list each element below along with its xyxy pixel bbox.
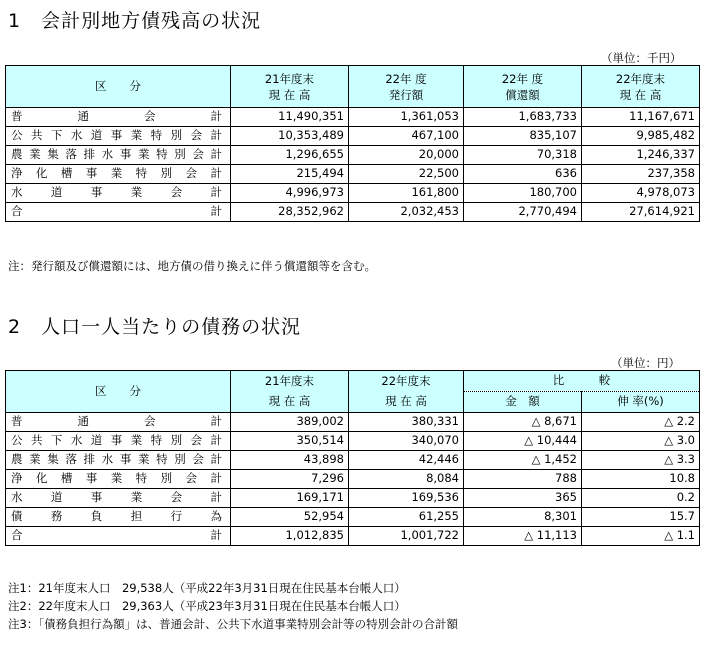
cell-value: 169,536 <box>349 489 464 508</box>
row-label: 債務負担行為 <box>6 508 231 527</box>
header-amount: 金 額 <box>464 392 582 413</box>
cell-value: 22,500 <box>349 165 464 184</box>
cell-value: 1,361,053 <box>349 108 464 127</box>
cell-value: 8,084 <box>349 470 464 489</box>
cell-value: 2,032,453 <box>349 203 464 222</box>
row-label: 公共下水道事業特別会計 <box>6 432 231 451</box>
cell-value: 350,514 <box>231 432 349 451</box>
cell-value: 1,001,722 <box>349 527 464 546</box>
header-comparison: 比 較 <box>464 371 700 392</box>
cell-value: 52,954 <box>231 508 349 527</box>
cell-value: 788 <box>464 470 582 489</box>
cell-value: 1,683,733 <box>464 108 582 127</box>
section2-title: 2 人口一人当たりの債務の状況 <box>8 316 302 338</box>
cell-value: △ 3.0 <box>582 432 700 451</box>
cell-value: 1,012,835 <box>231 527 349 546</box>
header-fy21-balance-line1: 21年度末 <box>231 371 349 392</box>
cell-value: 10.8 <box>582 470 700 489</box>
cell-value: △ 1.1 <box>582 527 700 546</box>
section1-title: 1 会計別地方債残高の状況 <box>8 10 262 32</box>
per-capita-debt-table <box>5 370 700 546</box>
section2-note-2: 注2：22年度末人口 29,363人（平成23年3月31日現在住民基本台帳人口） <box>8 599 406 613</box>
cell-value: 2,770,494 <box>464 203 582 222</box>
header-fy21-balance-line2: 現 在 高 <box>231 392 349 413</box>
header-fy22-balance: 22年度末 現 在 高 <box>582 66 700 108</box>
row-label: 農業集落排水事業特別会計 <box>6 146 231 165</box>
row-label: 農業集落排水事業特別会計 <box>6 451 231 470</box>
cell-value: 180,700 <box>464 184 582 203</box>
header-growth-rate: 伸 率(%) <box>582 392 700 413</box>
cell-value: 28,352,962 <box>231 203 349 222</box>
cell-value: 7,296 <box>231 470 349 489</box>
row-label: 浄化槽事業特別会計 <box>6 470 231 489</box>
section2-note-1: 注1：21年度末人口 29,538人（平成22年3月31日現在住民基本台帳人口） <box>8 581 406 595</box>
table-row <box>6 165 700 184</box>
header-category: 区 分 <box>6 371 231 413</box>
table-row-total <box>6 527 700 546</box>
cell-value: 636 <box>464 165 582 184</box>
cell-value: 11,490,351 <box>231 108 349 127</box>
cell-value: 0.2 <box>582 489 700 508</box>
section1-unit: （単位：千円） <box>601 51 682 65</box>
cell-value: △ 11,113 <box>464 527 582 546</box>
cell-value: △ 8,671 <box>464 413 582 432</box>
cell-value: 70,318 <box>464 146 582 165</box>
cell-value: 42,446 <box>349 451 464 470</box>
cell-value: 340,070 <box>349 432 464 451</box>
cell-value: 1,246,337 <box>582 146 700 165</box>
cell-value: △ 3.3 <box>582 451 700 470</box>
row-label: 合計 <box>6 527 231 546</box>
cell-value: △ 2.2 <box>582 413 700 432</box>
cell-value: 237,358 <box>582 165 700 184</box>
row-label: 浄化槽事業特別会計 <box>6 165 231 184</box>
row-label: 普通会計 <box>6 108 231 127</box>
table-row <box>6 451 700 470</box>
table-row <box>6 432 700 451</box>
section2-note-3: 注3：「債務負担行為額」は、普通会計、公共下水道事業特別会計等の特別会計の合計額 <box>8 617 459 631</box>
cell-value: 4,978,073 <box>582 184 700 203</box>
section2-unit: （単位：円） <box>611 356 680 370</box>
table-row-total <box>6 203 700 222</box>
cell-value: 215,494 <box>231 165 349 184</box>
cell-value: 467,100 <box>349 127 464 146</box>
cell-value: 161,800 <box>349 184 464 203</box>
row-label: 公共下水道事業特別会計 <box>6 127 231 146</box>
cell-value: 169,171 <box>231 489 349 508</box>
cell-value: 61,255 <box>349 508 464 527</box>
table-row <box>6 146 700 165</box>
table-row <box>6 489 700 508</box>
header-fy21-balance: 21年度末 現 在 高 <box>231 66 349 108</box>
header-fy22-redeemed: 22年 度 償還額 <box>464 66 582 108</box>
table-row <box>6 184 700 203</box>
cell-value: 1,296,655 <box>231 146 349 165</box>
header-fy22-balance-line1: 22年度末 <box>349 371 464 392</box>
table-row <box>6 470 700 489</box>
table-row <box>6 127 700 146</box>
row-label: 水道事業会計 <box>6 489 231 508</box>
row-label: 普通会計 <box>6 413 231 432</box>
cell-value: △ 1,452 <box>464 451 582 470</box>
row-label: 水道事業会計 <box>6 184 231 203</box>
cell-value: 27,614,921 <box>582 203 700 222</box>
header-fy22-issued: 22年 度 発行額 <box>349 66 464 108</box>
row-label: 合計 <box>6 203 231 222</box>
cell-value: 15.7 <box>582 508 700 527</box>
bond-balance-table <box>5 65 700 222</box>
cell-value: 835,107 <box>464 127 582 146</box>
table-row <box>6 413 700 432</box>
cell-value: △ 10,444 <box>464 432 582 451</box>
table-row <box>6 108 700 127</box>
cell-value: 8,301 <box>464 508 582 527</box>
cell-value: 380,331 <box>349 413 464 432</box>
cell-value: 10,353,489 <box>231 127 349 146</box>
header-fy22-balance-line2: 現 在 高 <box>349 392 464 413</box>
cell-value: 4,996,973 <box>231 184 349 203</box>
cell-value: 43,898 <box>231 451 349 470</box>
table-row <box>6 508 700 527</box>
cell-value: 389,002 <box>231 413 349 432</box>
cell-value: 20,000 <box>349 146 464 165</box>
section1-note: 注：発行額及び償還額には、地方債の借り換えに伴う償還額等を含む。 <box>8 259 376 273</box>
cell-value: 365 <box>464 489 582 508</box>
cell-value: 9,985,482 <box>582 127 700 146</box>
header-category: 区 分 <box>6 66 231 108</box>
cell-value: 11,167,671 <box>582 108 700 127</box>
